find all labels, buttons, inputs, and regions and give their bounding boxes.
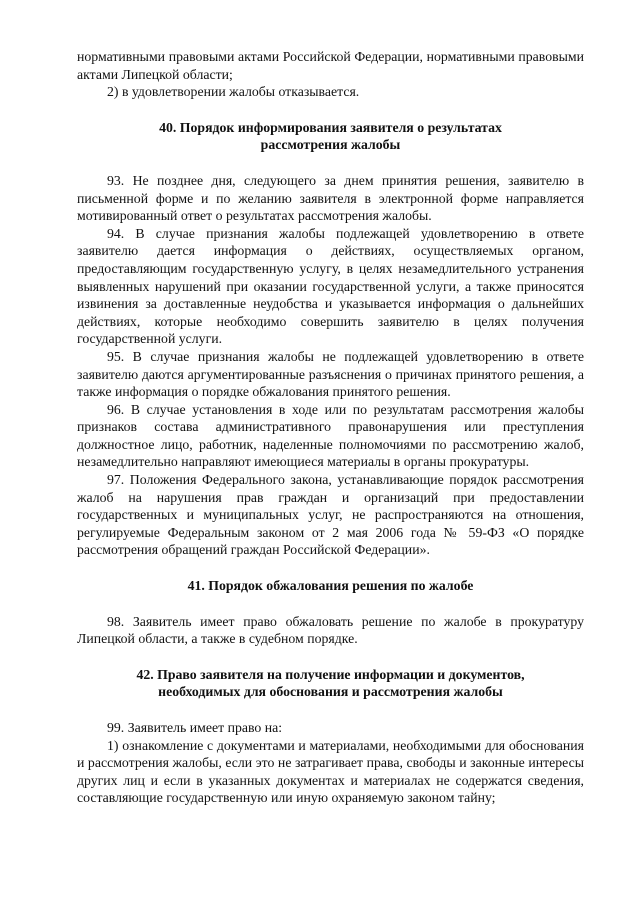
- paragraph-99: 99. Заявитель имеет право на:: [107, 720, 283, 735]
- paragraph-97: 97. Положения Федерального закона, устанавливающие порядок рассмотрения жалоб на нарушения прав граждан и организаций при предоставлении государственных и муниципальных услуг, не распространяются на отношения, регулируемые Федеральным законом от 2 мая 2006 года № 59-ФЗ «О порядке рассмотрения обращений граждан Российской Федерации».: [77, 472, 584, 558]
- section-42-title-line1: 42. Право заявителя на получение информации и документов,: [136, 666, 525, 682]
- paragraph-96: 96. В случае установления в ходе или по результатам рассмотрения жалобы признаков состава административного правонарушения или преступления должностное лицо, работник, наделенные полномочиями по рассмотрению жалоб, незамедлительно направляют имеющиеся материалы в органы прокуратуры.: [77, 401, 584, 470]
- paragraph-95: 95. В случае признания жалобы не подлежащей удовлетворению в ответе заявителю даются аргументированные разъяснения о причинах принятого решения, а также информация о порядке обжалования принятого решения.: [77, 348, 584, 400]
- section-42-title-line2: необходимых для обоснования и рассмотрения жалобы: [158, 684, 503, 700]
- section-41-heading: [77, 577, 584, 595]
- section-40-heading: [77, 119, 584, 154]
- paragraph-94: 94. В случае признания жалобы подлежащей удовлетворению в ответе заявителю дается информация о действиях, осуществляемых органом, предоставляющим государственную услугу, в целях незамедлительного устранения выявленных нарушений при оказании государственной услуги, а также приносятся извинения за доставленные неудобства и указывается информация о дальнейших действиях, которые необходимо совершить заявителю в целях получения государственной услуги.: [77, 225, 584, 347]
- section-40-title-line1: 40. Порядок информирования заявителя о результатах: [159, 119, 502, 135]
- paragraph-98: 98. Заявитель имеет право обжаловать решение по жалобе в прокуратуру Липецкой области, а также в судебном порядке.: [77, 613, 584, 647]
- section-40-title-line2: рассмотрения жалобы: [260, 137, 401, 153]
- paragraph-99-item-1: 1) ознакомление с документами и материалами, необходимыми для обоснования и рассмотрения жалобы, если это не затрагивает права, свободы и законные интересы других лиц и если в указанных документах и материалах не содержатся сведения, составляющие государственную или иную охраняемую законом тайну;: [77, 737, 584, 806]
- intro-continuation: нормативными правовыми актами Российской Федерации, нормативными правовыми актами Липецкой области;: [77, 49, 584, 82]
- section-41-title: 41. Порядок обжалования решения по жалобе: [187, 578, 474, 594]
- intro-item-2: 2) в удовлетворении жалобы отказывается.: [107, 84, 360, 100]
- paragraph-93: 93. Не позднее дня, следующего за днем принятия решения, заявителю в письменной форме и по желанию заявителя в электронной форме направляется мотивированный ответ о результатах рассмотрения жалобы.: [77, 172, 584, 224]
- section-42-heading: [77, 666, 584, 701]
